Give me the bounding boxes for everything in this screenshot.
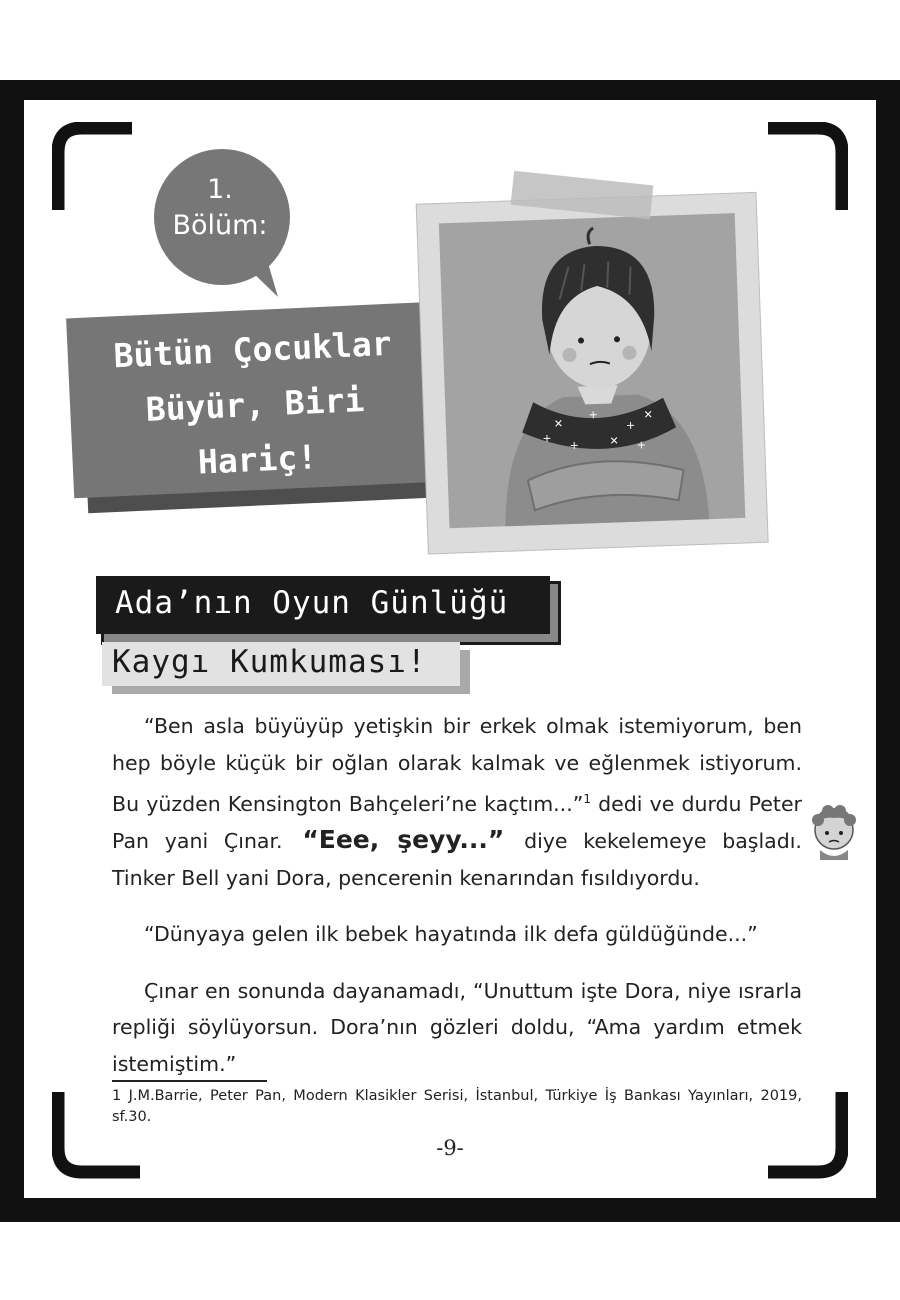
svg-text:+: + (636, 438, 647, 452)
title-line: Bütün Çocuklar (112, 323, 393, 376)
svg-text:✕: ✕ (643, 408, 654, 422)
svg-text:+: + (542, 431, 552, 445)
footnote-divider (112, 1080, 267, 1082)
svg-text:+: + (625, 418, 636, 433)
corner-bracket-icon (52, 122, 134, 212)
diary-banner (96, 576, 550, 634)
title-line: Büyür, Biri (144, 380, 366, 429)
girl-portrait-photo (412, 168, 782, 563)
paragraph: “Dünyaya gelen ilk bebek hayatında ilk defa güldüğünde...” (144, 922, 758, 947)
svg-text:✕: ✕ (553, 417, 564, 431)
exclamation-text: “Eee, şeyy...” (302, 825, 505, 855)
chapter-number: 1. (207, 174, 233, 205)
subtitle-banner (102, 642, 460, 686)
svg-text:+: + (569, 438, 580, 452)
story-body (112, 708, 802, 1082)
paragraph (112, 708, 802, 896)
footnote: 1 J.M.Barrie, Peter Pan, Modern Klasikler Serisi, İstanbul, Türkiye İş Bankası Yayınları, 2019, sf.30. (112, 1088, 802, 1125)
paragraph: Çınar en sonunda dayanamadı, “Unuttum işte Dora, niye ısrarla repliği söylüyorsun. Dora’nın gözleri doldu, “Ama yardım etmek istemiştim.” (112, 978, 802, 1076)
paragraph-text: dedi ve durdu Peter Pan yani Çınar. (112, 791, 802, 854)
title-line: Hariç! (197, 437, 318, 482)
chapter-word: Bölüm: (172, 210, 268, 241)
diary-banner-label: Ada’nın Oyun Günlüğü (115, 585, 509, 621)
paragraph-text: “Ben asla büyüyüp yetişkin bir erkek olmak istemiyorum, ben hep böyle küçük bir oğlan olarak kalmak ve eğlenmek istiyorum. Bu yüzden Kensington Bahçeleri’ne kaçtım...” (112, 714, 802, 816)
chapter-label (150, 172, 290, 244)
page-number: -9- (436, 1136, 464, 1160)
svg-text:✕: ✕ (609, 434, 619, 448)
chapter-title (66, 314, 443, 496)
paragraph-text: diye kekelemeye başladı. Tinker Bell yani Dora, pencerenin kenarından fısıldıyordu. (112, 829, 802, 890)
svg-text:+: + (588, 408, 599, 422)
footnote-ref: 1 (583, 792, 591, 806)
boy-face-icon (806, 800, 862, 862)
subtitle-banner-label: Kaygı Kumkuması! (112, 644, 427, 680)
